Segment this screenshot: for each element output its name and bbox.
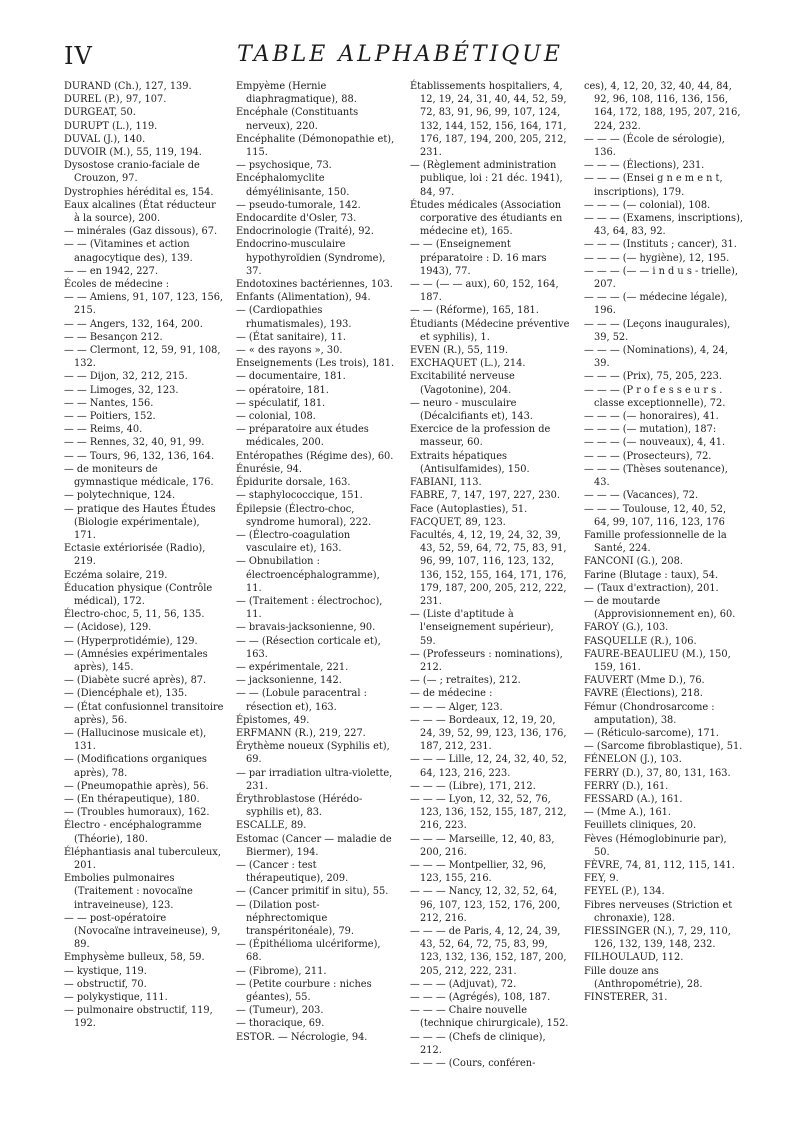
index-entry: — — — (— — i n d u s - trielle), 207.: [584, 265, 738, 291]
index-entry: — (Taux d'extraction), 201.: [584, 582, 719, 594]
index-entry: FERRY (D.), 161.: [584, 780, 669, 792]
index-entry: — — Angers, 132, 164, 200.: [64, 318, 203, 330]
index-entry: Eczéma solaire, 219.: [64, 569, 168, 581]
index-entry: Érythème noueux (Syphilis et), 69.: [236, 741, 390, 766]
index-entry: DUVOIR (M.), 55, 119, 194.: [64, 147, 202, 159]
index-entry: Éléphantiasis anal tuberculeux, 201.: [64, 846, 221, 871]
index-entry: — — — (Ensei g n e m e n t, inscriptions), 179.: [584, 173, 723, 198]
index-entry: ESCALLE, 89.: [236, 820, 307, 832]
index-entry: — documentaire, 181.: [236, 371, 346, 383]
index-entry: — — — Lille, 12, 24, 32, 40, 52, 64, 123, 216, 223.: [410, 754, 568, 779]
index-entry: DUVAL (J.), 140.: [64, 133, 146, 145]
index-entry: — — — (— colonial), 108.: [584, 199, 711, 211]
index-entry: — jacksonienne, 142.: [236, 675, 342, 687]
index-entry: — pratique des Hautes Études (Biologie expérimentale), 171.: [64, 503, 216, 541]
index-column-1: [64, 80, 224, 1031]
index-entry: — — Reims, 40.: [64, 424, 143, 436]
index-entry: — — — (Chefs de clinique), 212.: [410, 1031, 546, 1056]
index-entry: Épistomes, 49.: [236, 714, 310, 726]
index-entry: — (Petite courbure : niches géantes), 55.: [236, 978, 372, 1004]
index-entry: FACQUET, 89, 123.: [410, 516, 506, 528]
index-entry: Encéphale (Constituants nerveux), 220.: [236, 107, 359, 132]
index-entry: — (Cancer primitif in situ), 55.: [236, 886, 389, 898]
index-entry: FERRY (D.), 37, 80, 131, 163.: [584, 767, 731, 779]
index-entry: Ectasie extériorisée (Radio), 219.: [64, 543, 206, 568]
index-entry: — colonial, 108.: [236, 411, 316, 423]
index-entry: — obstructif, 70.: [64, 978, 147, 990]
index-entry: EXCHAQUET (L.), 214.: [410, 358, 526, 370]
index-entry: FAROY (G.), 103.: [584, 622, 669, 634]
index-entry: FAURE-BEAULIEU (M.), 150, 159, 161.: [584, 648, 731, 673]
index-entry: Extraits hépatiques (Antisulfamides), 150.: [410, 450, 530, 475]
index-entry: Endotoxines bactériennes, 103.: [236, 279, 393, 291]
index-entry: — préparatoire aux études médicales, 200.: [236, 424, 369, 449]
index-entry: FESSARD (A.), 161.: [584, 793, 683, 805]
index-entry: Fibres nerveuses (Striction et chronaxie), 128.: [584, 899, 733, 924]
index-entry: — — Poitiers, 152.: [64, 411, 156, 423]
index-entry: Études médicales (Association corporative des étudiants en médecine et), 165.: [410, 199, 563, 238]
index-entry: FILHOULAUD, 112.: [584, 952, 684, 964]
index-entry: — — Nantes, 156.: [64, 397, 154, 409]
index-entry: — — — Marseille, 12, 40, 83, 200, 216.: [410, 833, 555, 858]
index-entry: Énurésie, 94.: [236, 463, 303, 475]
index-entry: — par irradiation ultra-violette, 231.: [236, 767, 393, 792]
index-entry: Entéropathes (Régime des), 60.: [236, 450, 394, 462]
index-entry: — — (Enseignement préparatoire : D. 16 mars 1943), 77.: [410, 239, 547, 277]
index-entry: — — — (Adjuvat), 72.: [410, 978, 517, 990]
index-entry: — Obnubilation : électroencéphalogramme), 11.: [236, 556, 380, 594]
index-entry: — (Traitement : électrochoc), 11.: [236, 595, 383, 621]
index-entry: DURGEAT, 50.: [64, 107, 136, 119]
index-entry: Épilepsie (Électro-choc, syndrome humoral), 222.: [236, 503, 372, 528]
index-entry: — — — (École de sérologie), 136.: [584, 133, 725, 159]
index-entry: DURUPT (L.), 119.: [64, 120, 158, 132]
index-entry: — (Pneumopathie après), 56.: [64, 780, 209, 792]
index-entry: Éducation physique (Contrôle médical), 172.: [64, 582, 213, 607]
index-entry: FINSTERER, 31.: [584, 992, 668, 1004]
index-entry: Emphysème bulleux, 58, 59.: [64, 952, 205, 964]
index-entry: — — (Lobule paracentral : résection et), 163.: [236, 688, 367, 713]
index-entry: Feuillets cliniques, 20.: [584, 820, 697, 832]
index-entry: — — — (Instituts ; cancer), 31.: [584, 239, 737, 251]
index-entry: — — — (Leçons inaugurales), 39, 52.: [584, 318, 731, 343]
index-entry: FABRE, 7, 147, 197, 227, 230.: [410, 490, 561, 502]
index-entry: — — Limoges, 32, 123.: [64, 384, 179, 396]
index-entry: — de moniteurs de gymnastique médicale, 176.: [64, 463, 214, 489]
index-entry: — — — (P r o f e s s e u r s . classe exceptionnelle), 72.: [584, 384, 726, 409]
index-entry: Enfants (Alimentation), 94.: [236, 292, 371, 304]
index-entry: — (Mme A.), 161.: [584, 807, 672, 819]
index-entry: EVEN (R.), 55, 119.: [410, 345, 508, 357]
index-entry: — kystique, 119.: [64, 965, 147, 977]
index-entry: DURAND (Ch.), 127, 139.: [64, 81, 192, 92]
index-entry: — (État sanitaire), 11.: [236, 331, 347, 343]
index-entry: — — — Montpellier, 32, 96, 123, 155, 216.: [410, 859, 547, 885]
index-entry: — — post-opératoire (Novocaïne intraveineuse), 9, 89.: [64, 912, 221, 951]
index-entry: — — — (Agrégés), 108, 187.: [410, 992, 551, 1004]
index-entry: Endocardite d'Osler, 73.: [236, 213, 357, 225]
index-entry: — polykystique, 111.: [64, 992, 168, 1004]
index-entry: — (Cancer : test thérapeutique), 209.: [236, 859, 349, 885]
index-entry: — — — (— hygiène), 12, 195.: [584, 252, 730, 264]
index-entry: Famille professionnelle de la Santé, 224.: [584, 529, 727, 555]
index-entry: — (Tumeur), 203.: [236, 1005, 324, 1017]
index-entry: — (— ; retraites), 212.: [410, 675, 521, 687]
index-entry: — bravais-jacksonienne, 90.: [236, 622, 376, 634]
index-entry: — — — (Thèses soutenance), 43.: [584, 463, 728, 489]
index-entry: — (Hyperprotidémie), 129.: [64, 635, 198, 647]
index-entry: — — (Résection corticale et), 163.: [236, 635, 381, 660]
index-entry: — thoracique, 69.: [236, 1018, 325, 1030]
index-entry: — — — Toulouse, 12, 40, 52, 64, 99, 107, 116, 123, 176: [584, 503, 727, 528]
index-entry: Électro-choc, 5, 11, 56, 135.: [64, 609, 205, 621]
index-entry: — pulmonaire obstructif, 119, 192.: [64, 1005, 213, 1030]
index-entry: — — — (Nominations), 4, 24, 39.: [584, 345, 728, 370]
index-entry: DUREL (P.), 97, 107.: [64, 94, 167, 106]
index-entry: — (Épithélioma ulcériforme), 68.: [236, 939, 381, 964]
index-entry: — — — (Libre), 171, 212.: [410, 780, 536, 792]
index-entry: — — — Alger, 123.: [410, 701, 503, 713]
index-entry: Empyème (Hernie diaphragmatique), 88.: [236, 81, 357, 106]
index-entry: — neuro - musculaire (Décalcifiants et), 143.: [410, 397, 533, 423]
index-entry: Électro - encéphalogramme (Théorie), 180.: [64, 820, 202, 845]
index-entry: Facultés, 4, 12, 19, 24, 32, 39, 43, 52, 59, 64, 72, 75, 83, 91, 96, 99, 107, 116, 123, 132, 136, 152, 155, 164, 171, 176, 179, 187, 200, 205, 212, 222, 231.: [410, 529, 567, 607]
index-entry: Eaux alcalines (État réducteur à la source), 200.: [64, 199, 216, 225]
index-entry: — (Acidose), 129.: [64, 622, 152, 634]
index-entry: ERFMANN (R.), 219, 227.: [236, 727, 366, 739]
index-entry: — (Hallucinose musicale et), 131.: [64, 727, 207, 753]
index-entry: — (État confusionnel transitoire après), 56.: [64, 701, 224, 726]
index-entry: Fémur (Chondrosarcome : amputation), 38.: [584, 701, 715, 726]
index-entry: FABIANI, 113.: [410, 477, 482, 489]
index-entry: Fille douze ans (Anthropométrie), 28.: [584, 965, 703, 990]
index-entry: — (En thérapeutique), 180.: [64, 793, 200, 805]
index-entry: — (Diabète sucré après), 87.: [64, 675, 207, 687]
index-entry: — — — Bordeaux, 12, 19, 20, 24, 39, 52, 99, 123, 136, 176, 187, 212, 231.: [410, 714, 567, 753]
index-entry: — — — (Prosecteurs), 72.: [584, 450, 712, 462]
index-entry: — (Amnésies expérimentales après), 145.: [64, 648, 208, 673]
index-entry: — polytechnique, 124.: [64, 490, 176, 502]
index-entry: FEYEL (P.), 134.: [584, 886, 665, 898]
index-entry: — (Liste d'aptitude à l'enseignement supérieur), 59.: [410, 609, 554, 647]
index-entry: — (Sarcome fibroblastique), 51.: [584, 741, 743, 753]
index-entry: — — — (Prix), 75, 205, 223.: [584, 371, 722, 383]
index-entry: Estomac (Cancer — maladie de Biermer), 194.: [236, 833, 392, 858]
index-entry: — — — Chaire nouvelle (technique chirurgicale), 152.: [410, 1005, 569, 1030]
index-entry: — (Dilation post-néphrectomique transpéritonéale), 79.: [236, 899, 355, 937]
page-number: IV: [64, 42, 93, 70]
index-entry: — — — (— honoraires), 41.: [584, 411, 719, 423]
index-entry: Établissements hospitaliers, 4, 12, 19, 24, 31, 40, 44, 52, 59, 72, 83, 91, 96, 99, 107, 124, 132, 144, 152, 156, 164, 171, 176, 187, 194, 200, 205, 212, 231.: [410, 81, 567, 159]
index-entry: — — en 1942, 227.: [64, 265, 159, 277]
index-entry: Endocrinologie (Traité), 92.: [236, 226, 374, 238]
index-entry: — — (Réforme), 165, 181.: [410, 305, 539, 317]
index-entry: Exercice de la profession de masseur, 60.: [410, 424, 551, 449]
index-entry: — staphylococcique, 151.: [236, 490, 363, 502]
index-entry: Écoles de médecine :: [64, 279, 170, 291]
index-entry: — — — (— médecine légale), 196.: [584, 292, 728, 317]
index-entry: FAVRE (Élections), 218.: [584, 688, 703, 700]
index-entry: — (Professeurs : nominations), 212.: [410, 648, 563, 673]
index-entry: Encéphalomyclite démyélinisante, 150.: [236, 173, 350, 198]
index-entry: ESTOR. — Nécrologie, 94.: [236, 1031, 368, 1043]
index-entry: Érythroblastose (Hérédo-syphilis et), 83.: [236, 793, 363, 819]
index-entry: — — Besançon 212.: [64, 331, 163, 343]
index-entry: Étudiants (Médecine préventive et syphilis), 1.: [410, 318, 570, 343]
index-entry: FASQUELLE (R.), 106.: [584, 635, 697, 647]
index-entry: — (Règlement administration publique, loi : 21 déc. 1941), 84, 97.: [410, 160, 563, 198]
index-entry: — (Fibrome), 211.: [236, 965, 327, 977]
index-entry: FIESSINGER (N.), 7, 29, 110, 126, 132, 139, 148, 232.: [584, 926, 731, 951]
index-entry: — (Troubles humoraux), 162.: [64, 807, 210, 819]
index-entry: — — — de Paris, 4, 12, 24, 39, 43, 52, 64, 72, 75, 83, 99, 123, 132, 136, 152, 187, 200, 205, 212, 222, 231.: [410, 926, 567, 977]
index-entry: FAUVERT (Mme D.), 76.: [584, 675, 705, 687]
index-entry: Dysostose cranio-faciale de Crouzon, 97.: [64, 160, 200, 185]
index-entry: — (Électro-coagulation vasculaire et), 163.: [236, 529, 351, 555]
index-entry: Farine (Blutage : taux), 54.: [584, 569, 719, 581]
index-entry: — minérales (Gaz dissous), 67.: [64, 226, 218, 238]
index-column-4: [584, 80, 744, 1004]
index-entry: — (Diencéphale et), 135.: [64, 688, 188, 700]
index-entry: — (Cardiopathies rhumatismales), 193.: [236, 305, 352, 330]
index-entry: Encéphalite (Démonopathie et), 115.: [236, 133, 395, 159]
running-title: TABLE ALPHABÉTIQUE: [237, 42, 563, 67]
index-entry: — expérimentale, 221.: [236, 661, 349, 673]
index-entry: — — Clermont, 12, 59, 91, 108, 132.: [64, 345, 221, 370]
index-entry: Enseignements (Les trois), 181.: [236, 358, 395, 370]
index-entry: — (Modifications organiques après), 78.: [64, 754, 207, 779]
index-entry: Endocrino-musculaire hypothyroïdien (Syndrome), 37.: [236, 239, 386, 277]
index-entry: Face (Autoplasties), 51.: [410, 503, 528, 515]
index-entry: FÉNELON (J.), 103.: [584, 754, 682, 766]
index-entry: — spéculatif, 181.: [236, 397, 326, 409]
index-entry: — — Dijon, 32, 212, 215.: [64, 371, 188, 383]
index-entry: — — (Vitamines et action anagocytique des), 139.: [64, 239, 193, 264]
index-entry: FEY, 9.: [584, 873, 619, 885]
index-entry: — — (— — aux), 60, 152, 164, 187.: [410, 279, 559, 304]
index-entry: — — — (— mutation), 187:: [584, 424, 717, 436]
index-entry: — (Réticulo-sarcome), 171.: [584, 727, 720, 739]
index-entry: FANCONI (G.), 208.: [584, 556, 683, 568]
index-entry: — psychosique, 73.: [236, 160, 332, 172]
index-entry: Excitabilité nerveuse (Vagotonine), 204.: [410, 371, 515, 396]
index-entry: — — — (Examens, inscriptions), 43, 64, 83, 92.: [584, 213, 744, 238]
index-entry: Épidurite dorsale, 163.: [236, 477, 351, 489]
index-entry: Fèves (Hémoglobinurie par), 50.: [584, 833, 727, 858]
index-entry: FÈVRE, 74, 81, 112, 115, 141.: [584, 859, 735, 871]
index-entry: ces), 4, 12, 20, 32, 40, 44, 84, 92, 96, 108, 116, 136, 156, 164, 172, 188, 195, 207, 216, 224, 232.: [584, 81, 741, 132]
index-entry: — — — (Vacances), 72.: [584, 490, 699, 502]
index-entry: — — — Lyon, 12, 32, 52, 76, 123, 136, 152, 155, 187, 212, 216, 223.: [410, 793, 567, 832]
index-entry: Dystrophies hérédital es, 154.: [64, 186, 214, 198]
index-entry: — — Tours, 96, 132, 136, 164.: [64, 450, 215, 462]
index-entry: Embolies pulmonaires (Traitement : novocaïne intraveineuse), 123.: [64, 873, 193, 911]
index-entry: — — — Nancy, 12, 32, 52, 64, 96, 107, 123, 152, 176, 200, 212, 216.: [410, 886, 561, 924]
index-entry: — de médecine :: [410, 688, 493, 700]
index-entry: — — — (Élections), 231.: [584, 160, 705, 172]
index-entry: — de moutarde (Approvisionnement en), 60.: [584, 595, 736, 621]
index-column-3: [410, 80, 570, 1070]
index-entry: — — — (— nouveaux), 4, 41.: [584, 437, 726, 449]
index-column-2: [236, 80, 396, 1044]
index-entry: — opératoire, 181.: [236, 384, 329, 396]
index-entry: — — — (Cours, conféren-: [410, 1058, 536, 1070]
index-entry: — — Rennes, 32, 40, 91, 99.: [64, 437, 205, 449]
index-entry: — « des rayons », 30.: [236, 345, 343, 357]
index-entry: — pseudo-tumorale, 142.: [236, 199, 361, 211]
index-entry: — — Amiens, 91, 107, 123, 156, 215.: [64, 292, 224, 317]
